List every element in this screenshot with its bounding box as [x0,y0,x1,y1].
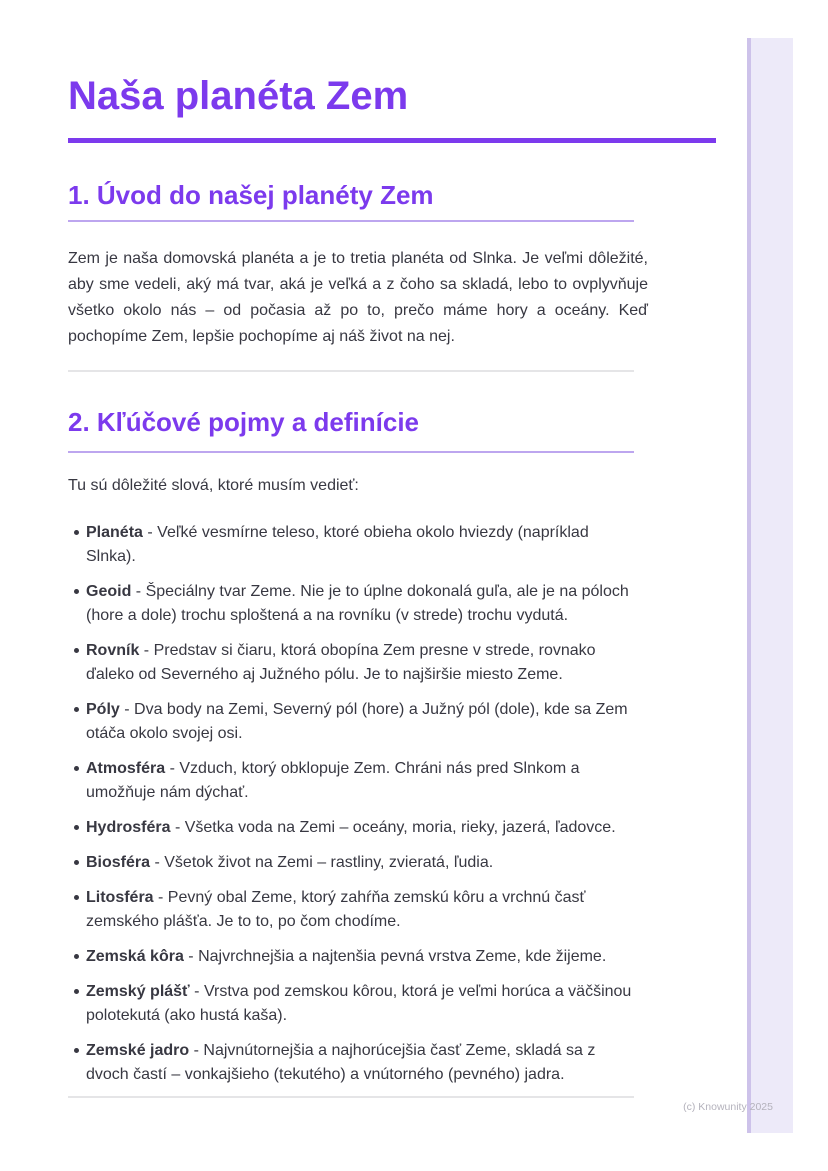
term-definition: - Predstav si čiaru, ktorá obopína Zem presne v strede, rovnako ďaleko od Severného aj Južného pólu. Je to najširšie miesto Zeme. [86,641,596,683]
term-item [68,580,640,628]
term-definition: - Vrstva pod zemskou kôrou, ktorá je veľmi horúca a väčšinou polotekutá (ako hustá kaša). [86,982,632,1024]
bullet-icon [74,648,79,653]
term-name: Zemský plášť [86,982,190,1000]
bullet-icon [74,895,79,900]
term-item [68,886,640,934]
term-name: Zemské jadro [86,1041,190,1059]
term-name: Póly [86,700,120,718]
term-definition: - Najvnútornejšia a najhorúcejšia časť Zeme, skladá sa z dvoch častí – vonkajšieho (tekutého) a vnútorného (pevného) jadra. [86,1041,596,1083]
term-name: Atmosféra [86,759,166,777]
bullet-icon [74,1048,79,1053]
term-item [68,1039,640,1087]
term-item [68,945,640,969]
term-definition: - Pevný obal Zeme, ktorý zahŕňa zemskú kôru a vrchnú časť zemského plášťa. Je to to, po čom chodíme. [86,888,586,930]
section-divider [68,370,634,372]
page-edge-stripe [747,38,793,1133]
term-item [68,757,640,805]
document-content [68,0,716,1098]
bullet-icon [74,530,79,535]
section-2-heading: 2. Kľúčové pojmy a definície [68,406,420,437]
bullet-icon [74,589,79,594]
term-name: Biosféra [86,853,151,871]
term-item [68,980,640,1028]
term-item [68,851,640,875]
bullet-icon [74,707,79,712]
term-definition: - Veľké vesmírne teleso, ktoré obieha okolo hviezdy (napríklad Slnka). [86,523,589,565]
term-definition: - Všetok život na Zemi – rastliny, zvieratá, ľudia. [154,853,494,871]
term-name: Hydrosféra [86,818,171,836]
section-2-underline [68,451,634,453]
term-name: Zemská kôra [86,947,184,965]
copyright-notice: (c) Knowunity 2025 [683,1101,773,1113]
term-definition: - Dva body na Zemi, Severný pól (hore) a Južný pól (dole), kde sa Zem otáča okolo svojej osi. [86,700,628,742]
term-definition: - Vzduch, ktorý obklopuje Zem. Chráni nás pred Slnkom a umožňuje nám dýchať. [86,759,580,801]
section-1-underline [68,220,634,222]
term-definition: - Všetka voda na Zemi – oceány, moria, rieky, jazerá, ľadovce. [174,818,616,836]
term-name: Planéta [86,523,143,541]
bullet-icon [74,825,79,830]
section-1-paragraph: Zem je naša domovská planéta a je to tretia planéta od Slnka. Je veľmi dôležité, aby sme vedeli, aký má tvar, aká je veľká a z čoho sa skladá, lebo to ovplyvňuje všetko okolo nás – od počasia až po to, prečo máme hory a oceány. Keď pochopíme Zem, lepšie pochopíme aj náš život na nej. [68,249,648,345]
term-definition: - Špeciálny tvar Zeme. Nie je to úplne dokonalá guľa, ale je na póloch (hore a dole) trochu sploštená a na rovníku (v strede) trochu vydutá. [86,582,629,624]
term-definition: - Najvrchnejšia a najtenšia pevná vrstva Zeme, kde žijeme. [188,947,607,965]
term-name: Rovník [86,641,140,659]
term-item [68,639,640,687]
term-item [68,521,640,569]
term-name: Geoid [86,582,132,600]
bullet-icon [74,766,79,771]
title-rule [68,138,716,143]
section-1-heading: 1. Úvod do našej planéty Zem [68,180,434,210]
page-title: Naša planéta Zem [68,74,409,118]
term-item [68,698,640,746]
term-item [68,816,640,840]
bullet-icon [74,954,79,959]
bullet-icon [74,860,79,865]
term-name: Litosféra [86,888,154,906]
bullet-icon [74,989,79,994]
term-list [68,521,640,1087]
section-divider [68,1096,634,1098]
term-list-intro: Tu sú dôležité slová, ktoré musím vedieť: [68,476,359,494]
